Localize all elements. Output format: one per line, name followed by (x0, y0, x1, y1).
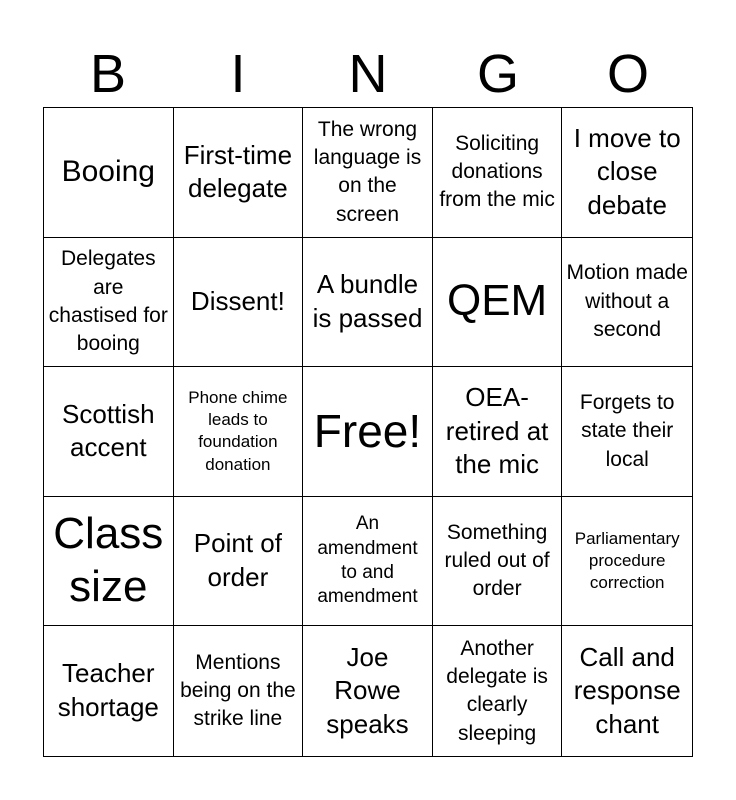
bingo-cell[interactable] (44, 367, 174, 497)
header-letter-o: O (606, 44, 649, 104)
cell-text: An amendment to and amendment (317, 513, 418, 608)
cell-text: Scottish accent (62, 398, 155, 463)
cell-text: A bundle is passed (312, 269, 423, 333)
header-letter-n: N (348, 44, 388, 104)
header-letter-g: G (476, 44, 519, 104)
bingo-cell[interactable] (433, 626, 563, 756)
cell-text: The wrong language is on the screen (313, 117, 422, 226)
cell-text: Free! (313, 405, 422, 458)
bingo-cell[interactable] (44, 108, 174, 238)
cell-text: Joe Rowe speaks (326, 641, 409, 740)
bingo-cell[interactable] (433, 367, 563, 497)
bingo-cell[interactable] (174, 108, 304, 238)
cell-text: Motion made without a second (566, 261, 688, 342)
cell-text: Class size (53, 509, 164, 612)
bingo-cell[interactable] (44, 238, 174, 368)
bingo-cell[interactable] (433, 238, 563, 368)
bingo-cell[interactable] (433, 108, 563, 238)
bingo-cell[interactable] (562, 238, 692, 368)
cell-text: Parliamentary procedure correction (574, 528, 680, 593)
cell-text: Phone chime leads to foundation donation (188, 388, 288, 474)
bingo-cell[interactable] (303, 367, 433, 497)
bingo-cell[interactable] (562, 367, 692, 497)
cell-text: Forgets to state their local (579, 390, 675, 471)
header-letter-b: B (89, 44, 127, 104)
cell-text: Call and response chant (573, 641, 681, 740)
bingo-cell[interactable] (303, 108, 433, 238)
cell-text: OEA-retired at the mic (445, 381, 549, 480)
cell-text: QEM (446, 276, 548, 326)
bingo-cell[interactable] (303, 626, 433, 756)
header-letter-i: I (230, 44, 246, 104)
bingo-cell[interactable] (562, 108, 692, 238)
cell-text: Booing (61, 155, 155, 189)
bingo-cell[interactable] (174, 238, 304, 368)
cell-text: Something ruled out of order (444, 520, 550, 601)
bingo-cell[interactable] (562, 497, 692, 627)
cell-text: Mentions being on the strike line (180, 650, 296, 731)
bingo-cell[interactable] (44, 497, 174, 627)
cell-text: Teacher shortage (57, 658, 159, 723)
bingo-cell[interactable] (174, 367, 304, 497)
bingo-cell[interactable] (303, 238, 433, 368)
bingo-board (43, 107, 693, 757)
bingo-cell[interactable] (174, 626, 304, 756)
cell-text: I move to close debate (573, 122, 681, 221)
cell-text: Delegates are chastised for booing (48, 247, 168, 356)
cell-text: Dissent! (190, 285, 285, 316)
cell-text: First-time delegate (183, 139, 293, 204)
bingo-header (43, 40, 693, 108)
bingo-cell[interactable] (303, 497, 433, 627)
bingo-cell[interactable] (562, 626, 692, 756)
bingo-cell[interactable] (433, 497, 563, 627)
cell-text: Soliciting donations from the mic (439, 131, 555, 212)
cell-text: Point of order (193, 528, 282, 593)
bingo-cell[interactable] (44, 626, 174, 756)
bingo-cell[interactable] (174, 497, 304, 627)
cell-text: Another delegate is clearly sleeping (446, 636, 548, 745)
